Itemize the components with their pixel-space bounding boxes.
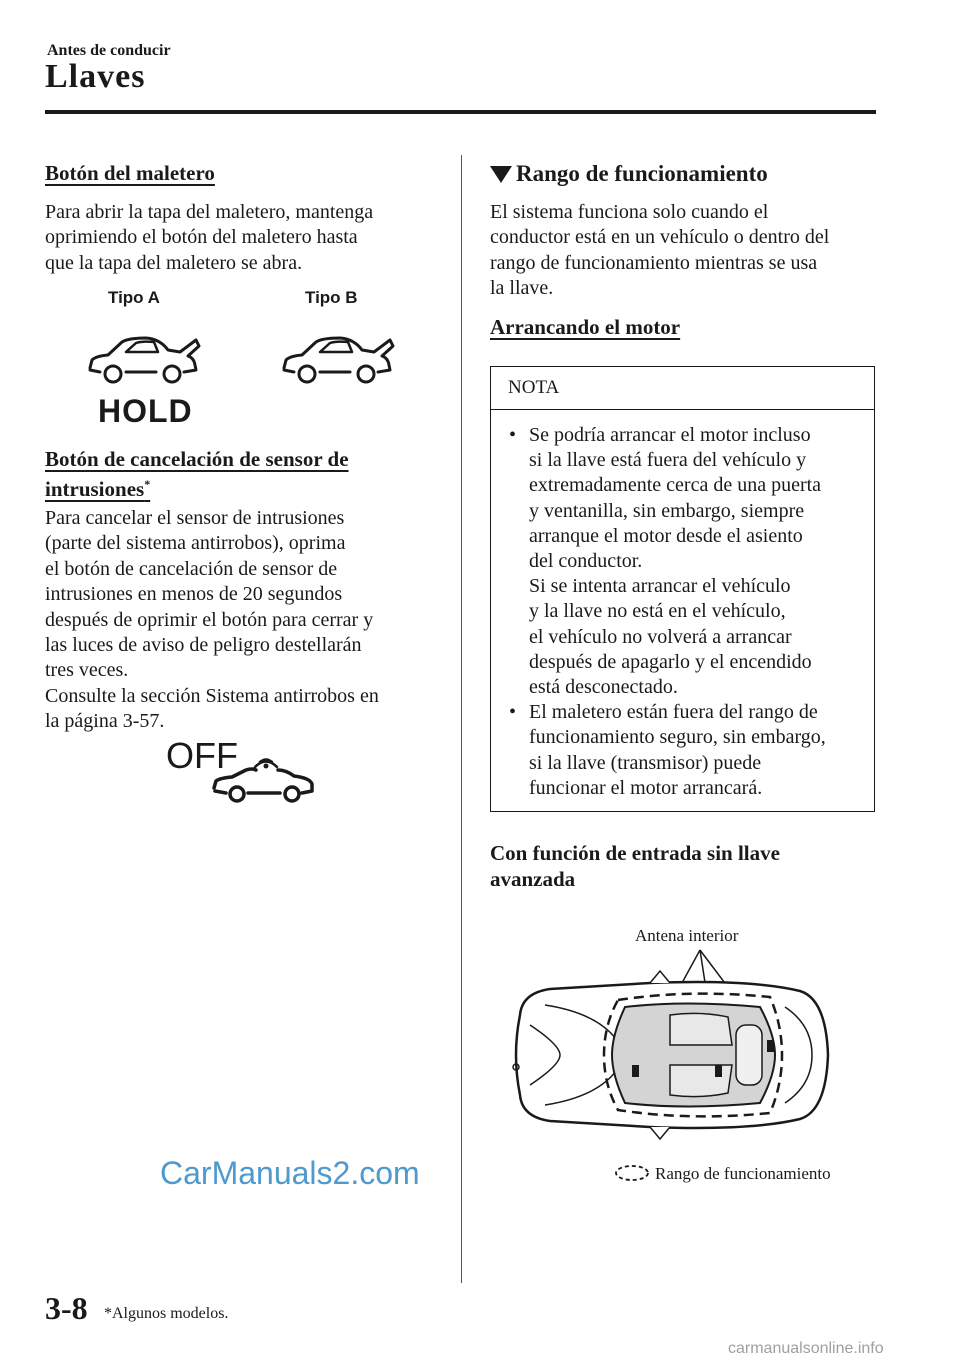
note-box	[490, 366, 875, 812]
text-line: está desconectado.	[529, 676, 678, 699]
bullet: •	[509, 701, 517, 724]
trunk-open-car-icon-a	[84, 330, 204, 390]
hold-label: HOLD	[98, 393, 193, 429]
text-line: oprimiendo el botón del maletero hasta	[45, 226, 358, 249]
intrusion-button-heading	[45, 447, 349, 502]
text-line: que la tapa del maletero se abra.	[45, 251, 303, 274]
trunk-button-heading: Botón del maletero	[45, 161, 215, 185]
antenna-marker	[715, 1065, 722, 1077]
text-line: del conductor.	[529, 550, 643, 573]
text-line: (parte del sistema antirrobos), oprima	[45, 532, 346, 555]
text-line: El sistema funciona solo cuando el	[490, 201, 769, 223]
list-item	[505, 700, 867, 801]
text-line: la página 3-57.	[45, 710, 165, 733]
heading-line: Botón de cancelación de sensor de	[45, 447, 349, 471]
text-line: Se podría arrancar el motor incluso	[529, 424, 811, 446]
text-line: conductor está en un vehículo o dentro del	[490, 226, 830, 249]
text-line: si la llave está fuera del vehículo y	[529, 449, 807, 472]
text-line: El maletero están fuera del rango de	[529, 701, 818, 724]
text-line: arranque el motor desde el asiento	[529, 524, 803, 547]
range-legend-label: Rango de funcionamiento	[655, 1164, 831, 1183]
text-line: Para cancelar el sensor de intrusiones	[45, 507, 345, 529]
antenna-marker	[632, 1065, 639, 1077]
footnote: *Algunos modelos.	[104, 1305, 229, 1322]
text-line: después de apagarlo y el encendido	[529, 650, 812, 673]
footnote-marker: *	[144, 477, 151, 491]
page-title: Llaves	[45, 58, 146, 95]
note-list	[505, 423, 867, 801]
text-line: rango de funcionamiento mientras se usa	[490, 251, 818, 274]
type-b-label: Tipo B	[305, 288, 358, 307]
operating-range-heading	[490, 161, 768, 187]
note-title: NOTA	[508, 377, 560, 398]
text-line: Si se intenta arrancar el vehículo	[529, 575, 791, 598]
text-line: Para abrir la tapa del maletero, mantenga	[45, 201, 374, 223]
column-divider	[461, 155, 462, 1283]
antenna-label: Antena interior	[635, 926, 739, 945]
intrusion-sensor-car-icon	[208, 748, 318, 808]
off-label: OFF	[166, 735, 238, 776]
page-number: 3-8	[45, 1290, 88, 1326]
list-item	[505, 423, 867, 700]
heading-text: Rango de funcionamiento	[516, 161, 768, 186]
text-line: funcionamiento seguro, sin embargo,	[529, 726, 826, 749]
text-line: extremadamente cerca de una puerta	[529, 474, 822, 497]
keyless-entry-heading	[490, 840, 780, 892]
site-watermark: carmanualsonline.info	[728, 1340, 884, 1357]
bullet: •	[509, 424, 517, 446]
operating-range-text	[490, 200, 880, 302]
text-line: las luces de aviso de peligro destellarán	[45, 634, 362, 657]
text-line: intrusiones en menos de 20 segundos	[45, 583, 343, 606]
text-line: y la llave no está en el vehículo,	[529, 600, 786, 623]
section-label: Antes de conducir	[47, 42, 171, 59]
text-line: la llave.	[490, 277, 554, 300]
heading-line: avanzada	[490, 867, 576, 891]
text-line: funcionar el motor arrancará.	[529, 776, 763, 799]
intrusion-button-text	[45, 506, 450, 735]
watermark-logo: CarManuals2.com	[160, 1155, 420, 1191]
heading-line: Con función de entrada sin llave	[490, 841, 780, 865]
text-line: después de oprimir el botón para cerrar y	[45, 608, 374, 631]
trunk-button-text	[45, 200, 445, 276]
trunk-open-car-icon-b	[278, 330, 398, 390]
note-divider	[491, 409, 874, 410]
text-line: Consulte la sección Sistema antirrobos en	[45, 684, 379, 707]
type-a-label: Tipo A	[108, 288, 160, 307]
antenna-marker	[767, 1040, 774, 1052]
text-line: el vehículo no volverá a arrancar	[529, 625, 792, 648]
triangle-marker-icon	[490, 166, 512, 183]
range-legend-icon	[614, 1163, 650, 1183]
heading-line: intrusiones	[45, 477, 145, 501]
text-line: y ventanilla, sin embargo, siempre	[529, 499, 805, 522]
header-divider	[45, 110, 876, 114]
text-line: tres veces.	[45, 659, 129, 682]
text-line: el botón de cancelación de sensor de	[45, 557, 338, 580]
car-top-view-diagram	[500, 945, 840, 1155]
text-line: si la llave (transmisor) puede	[529, 751, 762, 774]
starting-engine-heading: Arrancando el motor	[490, 315, 681, 339]
